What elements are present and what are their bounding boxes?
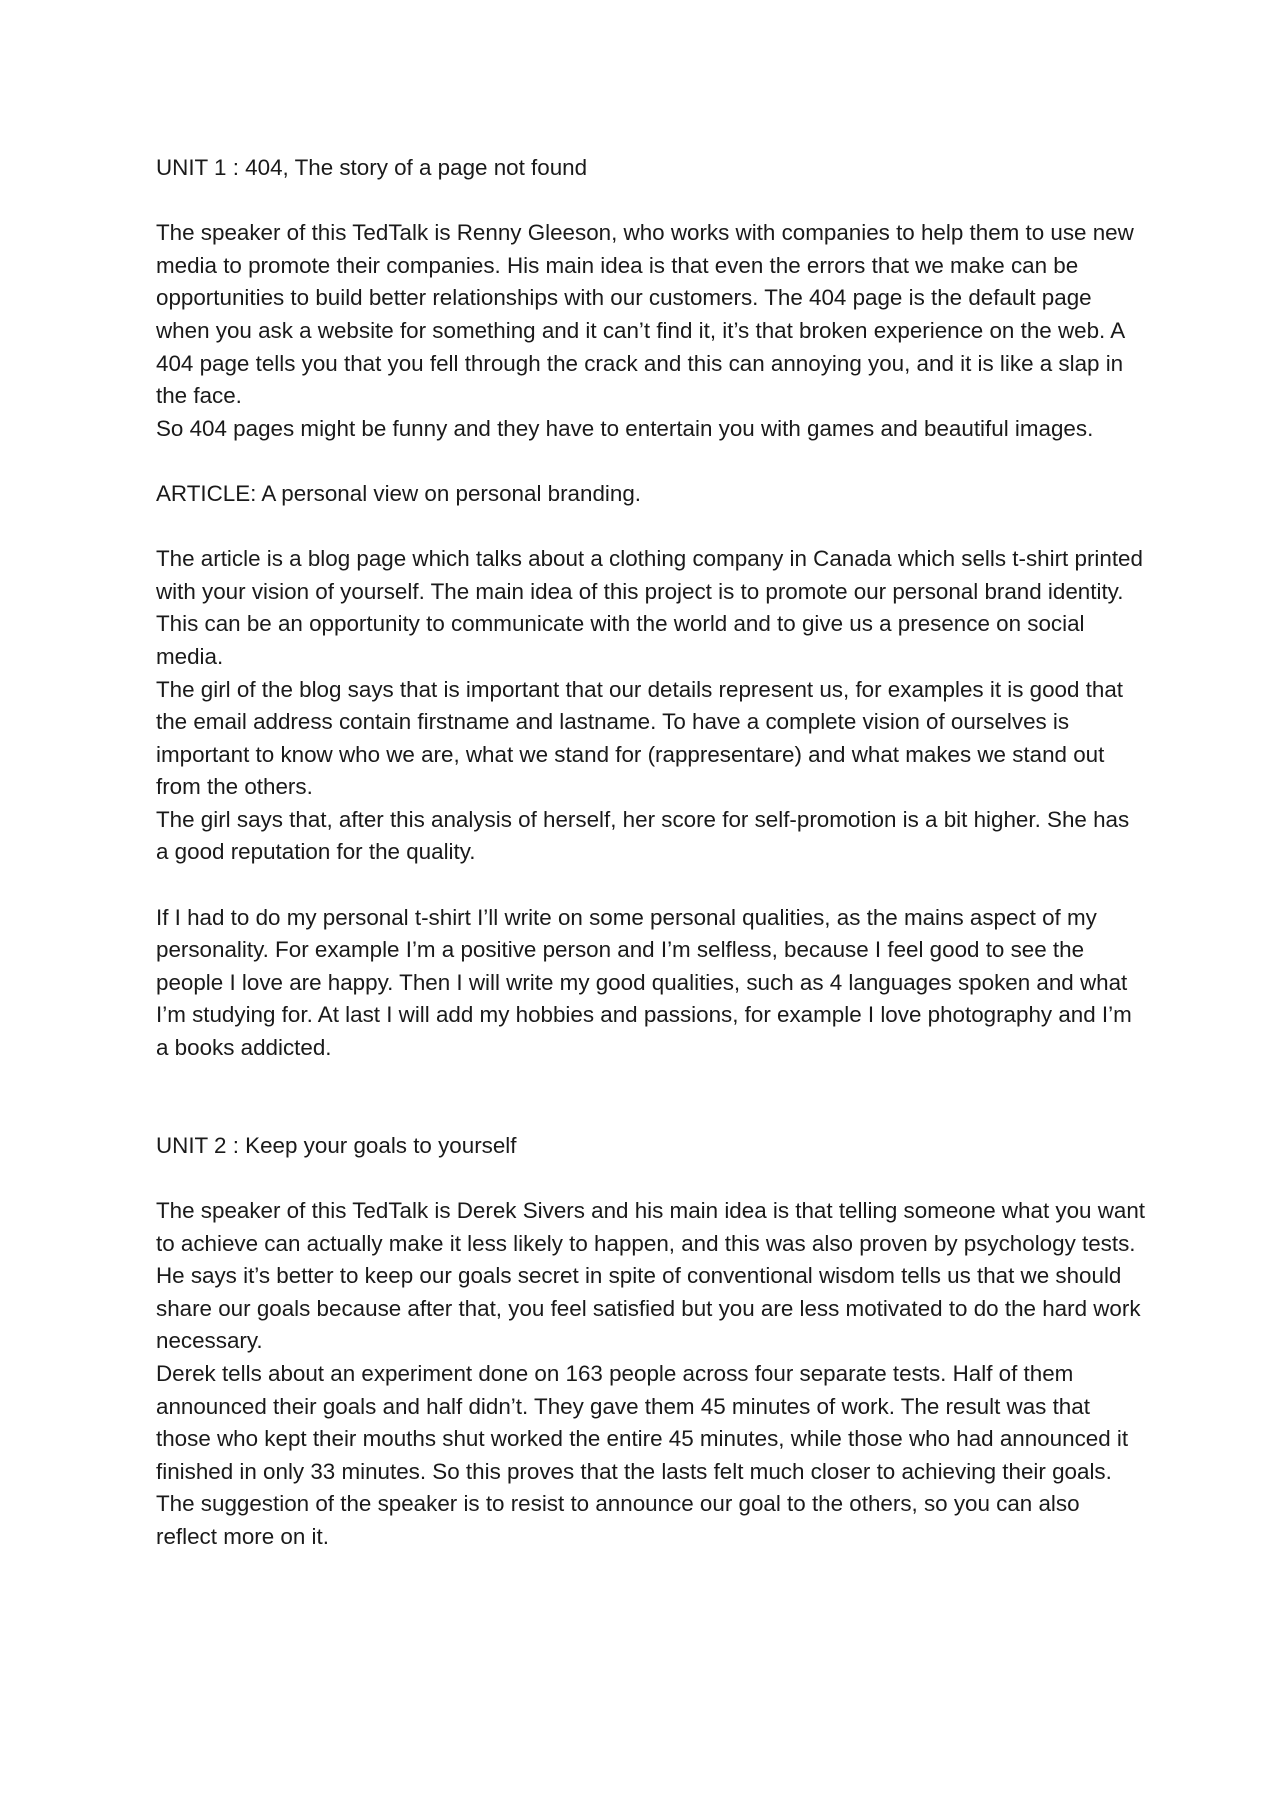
unit2-paragraph-2: Derek tells about an experiment done on 163 people across four separate tests. Half of them announced their goals and half didn’t. They gave them 45 minutes of work. The result was that those who kept their mouths shut worked the entire 45 minutes, while those who had announced it finished in only 33 minutes. So this proves that the lasts felt much closer to achieving their goals.	[156, 1360, 1129, 1484]
unit1-paragraph-1: The speaker of this TedTalk is Renny Gleeson, who works with companies to help them to use new media to promote their companies. His main idea is that even the errors that we make can be opportunities to build better relationships with our customers. The 404 page is the default page when you ask a website for something and it can’t find it, it’s that broken experience on the web. A 404 page tells you that you fell through the crack and this can annoying you, and it is like a slap in the face.	[156, 220, 1134, 409]
unit2-paragraph-3: The suggestion of the speaker is to resist to announce our goal to the others, so you can also reflect more on it.	[156, 1491, 1080, 1549]
document-body	[156, 152, 1146, 1554]
spacer	[156, 445, 1146, 478]
unit2-heading: UNIT 2 : Keep your goals to yourself	[156, 1132, 517, 1158]
article-paragraph-2: The girl of the blog says that is important that our details represent us, for examples it is good that the email address contain firstname and lastname. To have a complete vision of ourselves is important to know who we are, what we stand for (rappresentare) and what makes we stand out from the others.	[156, 676, 1124, 800]
spacer	[156, 869, 1146, 902]
spacer	[156, 1162, 1146, 1195]
unit2-paragraph-1: The speaker of this TedTalk is Derek Sivers and his main idea is that telling someone what you want to achieve can actually make it less likely to happen, and this was also proven by psychology tests. He says it’s better to keep our goals secret in spite of conventional wisdom tells us that we should share our goals because after that, you feel satisfied but you are less motivated to do the hard work necessary.	[156, 1198, 1146, 1354]
article-paragraph-1: The article is a blog page which talks about a clothing company in Canada which sells t-shirt printed with your vision of yourself. The main idea of this project is to promote our personal brand identity. This can be an opportunity to communicate with the world and to give us a presence on social media.	[156, 546, 1143, 669]
spacer	[156, 1065, 1146, 1130]
article-heading: ARTICLE: A personal view on personal branding.	[156, 480, 642, 506]
article-personal-paragraph: If I had to do my personal t-shirt I’ll write on some personal qualities, as the mains aspect of my personality. For example I’m a positive person and I’m selfless, because I feel good to see the people I love are happy. Then I will write my good qualities, such as 4 languages spoken and what I’m studying for. At last I will add my hobbies and passions, for example I love photography and I’m a books addicted.	[156, 904, 1132, 1061]
spacer	[156, 185, 1146, 218]
unit1-paragraph-2: So 404 pages might be funny and they have to entertain you with games and beautiful images.	[156, 415, 1094, 441]
unit1-heading: UNIT 1 : 404, The story of a page not found	[156, 155, 588, 180]
article-paragraph-3: The girl says that, after this analysis of herself, her score for self-promotion is a bit higher. She has a good reputation for the quality.	[156, 806, 1130, 865]
spacer	[156, 511, 1146, 544]
